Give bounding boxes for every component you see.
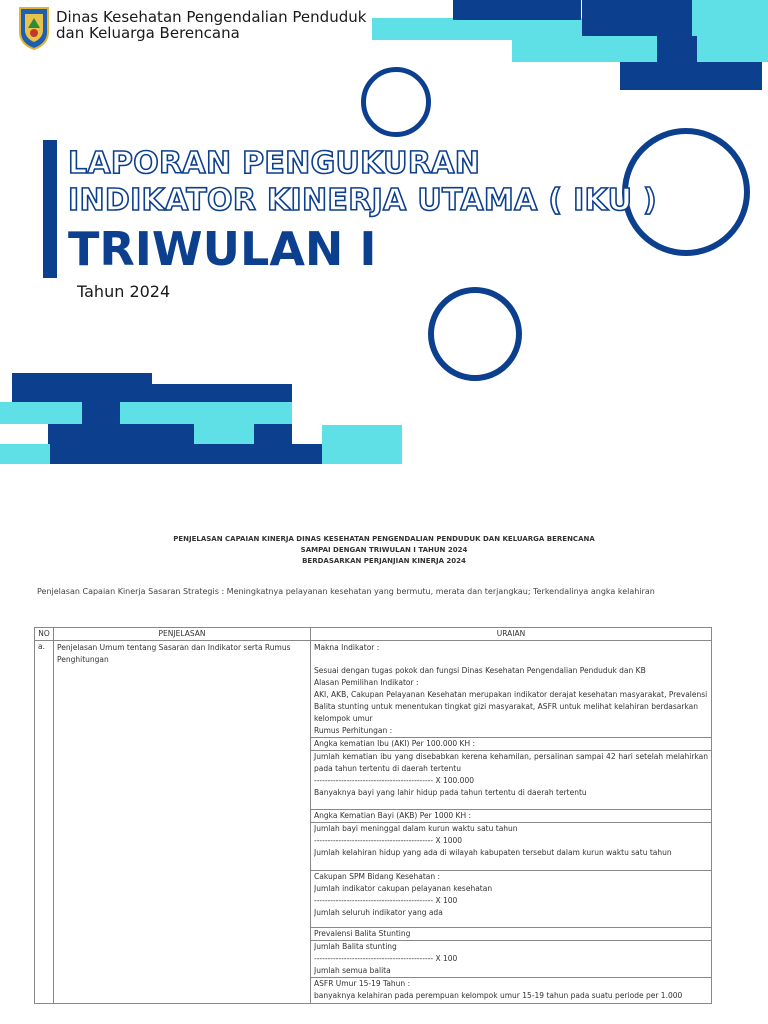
stunting-denominator: Jumlah semua balita [314, 966, 391, 975]
decor-block [82, 402, 120, 424]
aki-denominator: Banyaknya bayi yang lahir hidup pada tahun tertentu di daerah tertentu [314, 788, 587, 797]
decor-block [620, 62, 762, 90]
akb-title: Angka Kematian Bayi (AKB) Per 1000 KH : [314, 811, 472, 820]
table-header-row [35, 628, 712, 641]
rumus-label: Rumus Perhitungan : [314, 726, 393, 735]
spm-multiplier: -------------------------------------------- X 100 [314, 896, 458, 905]
decor-block [12, 384, 292, 404]
spm-title: Cakupan SPM Bidang Kesehatan : [314, 872, 441, 881]
document-lead-text: Penjelasan Capaian Kinerja Sasaran Strategis : Meningkatnya pelayanan kesehatan yang bermutu, merata dan terjangkau; Terkendalinya angka kelahiran [37, 587, 655, 596]
akb-numerator: Jumlah bayi meninggal dalam kurun waktu satu tahun [314, 824, 518, 833]
makna-text: Sesuai dengan tugas pokok dan fungsi Dinas Kesehatan Pengendalian Penduduk dan KB [314, 666, 646, 675]
document-heading-line2: SAMPAI DENGAN TRIWULAN I TAHUN 2024 [300, 546, 468, 554]
document-heading-line3: BERDASARKAN PERJANJIAN KINERJA 2024 [302, 557, 466, 565]
stunting-title: Prevalensi Balita Stunting [314, 929, 411, 938]
alasan-label: Alasan Pemilihan Indikator : [314, 678, 419, 687]
aki-title: Angka kematian Ibu (AKI) Per 100.000 KH : [314, 739, 475, 748]
stunting-numerator: Jumlah Balita stunting [314, 942, 397, 951]
document-heading [0, 534, 768, 567]
decor-block [453, 0, 581, 20]
asfr-title: ASFR Umur 15-19 Tahun : [314, 979, 411, 988]
regency-emblem-icon [18, 6, 50, 50]
cell-penjelasan [54, 641, 311, 1004]
organization-name-line1: Dinas Kesehatan Pengendalian Penduduk [56, 8, 367, 26]
cover-title-line2: INDIKATOR KINERJA UTAMA ( IKU ) [68, 183, 657, 218]
decor-block [120, 402, 292, 424]
document-heading-line1: PENJELASAN CAPAIAN KINERJA DINAS KESEHATAN PENGENDALIAN PENDUDUK DAN KELUARGA BERENCANA [173, 535, 595, 543]
decor-block [48, 424, 194, 444]
cover-title-triwulan: TRIWULAN I [68, 222, 377, 276]
decor-block [582, 0, 692, 36]
decor-circle [361, 67, 431, 137]
decor-block [512, 36, 657, 62]
spm-numerator: Jumlah indikator cakupan pelayanan kesehatan [314, 884, 493, 893]
header-uraian: URAIAN [311, 628, 712, 641]
decor-block [254, 424, 292, 444]
decor-block [657, 36, 697, 62]
spm-denominator: Jumlah seluruh indikator yang ada [314, 908, 443, 917]
organization-name [56, 9, 366, 41]
organization-name-line2: dan Keluarga Berencana [56, 24, 240, 42]
cover-title-line1: LAPORAN PENGUKURAN [68, 146, 481, 181]
header-no: NO [35, 628, 54, 641]
aki-multiplier: -------------------------------------------- X 100.000 [314, 776, 474, 785]
decor-block [692, 0, 768, 36]
decor-block [322, 425, 402, 464]
alasan-text: AKI, AKB, Cakupan Pelayanan Kesehatan merupakan indikator derajat kesehatan masyarakat, Prevalensi Balita stunting untuk menentukan tingkat gizi masyarakat, ASFR untuk melihat kelahiran berdasarkan kelompok umur [314, 690, 708, 723]
decor-block [697, 36, 768, 62]
penjelasan-text: Penjelasan Umum tentang Sasaran dan Indikator serta Rumus Penghitungan [57, 643, 291, 664]
cell-no: a. [35, 641, 54, 1004]
title-accent-bar [43, 140, 57, 278]
table-row [35, 641, 712, 1004]
decor-block [50, 444, 322, 464]
header-penjelasan: PENJELASAN [54, 628, 311, 641]
stunting-multiplier: -------------------------------------------- X 100 [314, 954, 458, 963]
aki-numerator: Jumlah kematian ibu yang disebabkan kerena kehamilan, persalinan sampai 42 hari setelah melahirkan pada tahun tertentu di daerah tertentu [314, 752, 708, 773]
akb-multiplier: -------------------------------------------- X 1000 [314, 836, 463, 845]
asfr-numerator: banyaknya kelahiran pada perempuan kelompok umur 15-19 tahun pada suatu periode per 1.000 [314, 991, 683, 1000]
akb-denominator: Jumlah kelahiran hidup yang ada di wilayah kabupaten tersebut dalam kurun waktu satu tahun [314, 848, 672, 857]
cover-year: Tahun 2024 [77, 282, 171, 301]
decor-block [0, 402, 82, 424]
decor-block [0, 444, 50, 464]
cell-uraian [311, 641, 712, 1004]
makna-label: Makna Indikator : [314, 643, 380, 652]
decor-block [194, 424, 254, 444]
decor-circle [428, 287, 522, 381]
iku-table [34, 627, 712, 1004]
